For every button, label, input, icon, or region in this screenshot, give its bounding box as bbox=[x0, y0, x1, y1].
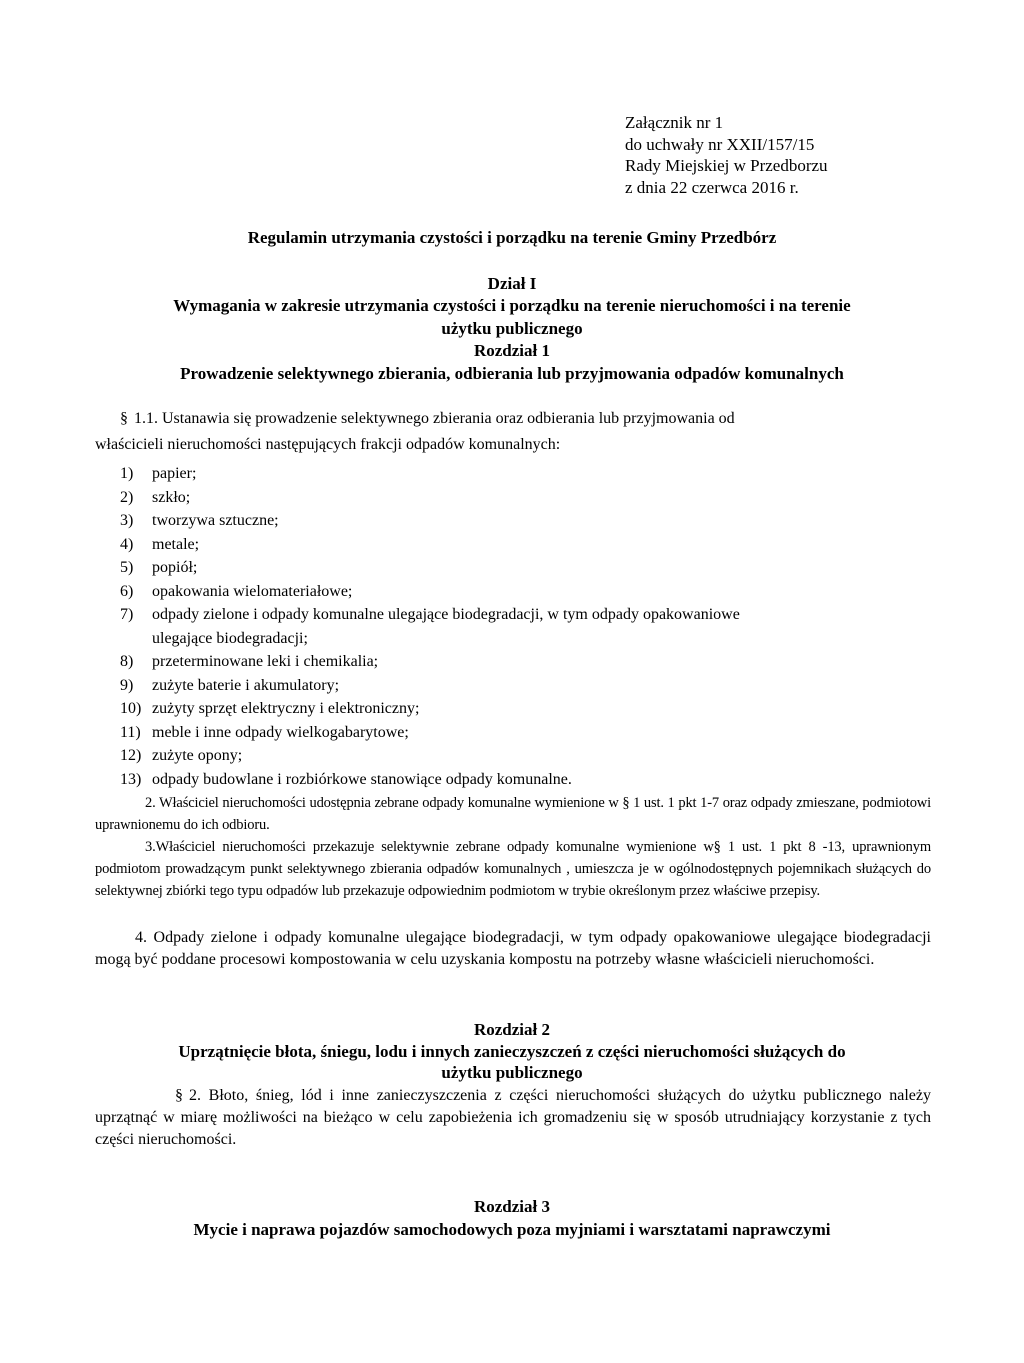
paragraph-2: § 2. Błoto, śnieg, lód i inne zanieczyszczenia z części nieruchomości służących do użytku publicznego należy uprzątnąć w miarę możliwości na bieżąco w celu zapobieżenia ich gromadzeniu się w sposób utrudniający korzystanie z tych części nieruchomości. bbox=[95, 1087, 931, 1148]
list-item: 10) zużyty sprzęt elektryczny i elektroniczny; bbox=[120, 700, 420, 717]
list-item: 13) odpady budowlane i rozbiórkowe stanowiące odpady komunalne. bbox=[120, 770, 572, 788]
list-item: 7) odpady zielone i odpady komunalne ulegające biodegradacji, w tym odpady opakowaniowe bbox=[120, 606, 740, 623]
waste-fractions-list bbox=[120, 462, 740, 791]
document-title: Regulamin utrzymania czystości i porządku na terenie Gminy Przedbórz bbox=[247, 228, 777, 247]
section-sign: § bbox=[120, 410, 128, 427]
dzial-title-line-2: użytku publicznego bbox=[441, 319, 583, 338]
list-item: 4) metale; bbox=[120, 535, 200, 553]
header-line-1: Załącznik nr 1 bbox=[625, 113, 724, 132]
rozdzial-2-label: Rozdział 2 bbox=[473, 1020, 551, 1039]
header-line-4: z dnia 22 czerwca 2016 r. bbox=[625, 177, 799, 197]
paragraph-1-ust-3: 3.Właściciel nieruchomości przekazuje selektywnie zebrane odpady komunalne wymienione w§ 1 ust. 1 pkt 8 -13, uprawnionym podmiotom prowadzącym punkt selektywnego zbierania odpadów komunalnych , umieszcza je w ogólnodostępnych pojemnikach służących do selektywnej zbiórki tego typu odpadów lub przekazuje odpowiednim podmiotom w trybie określonym przez właściwe przepisy. bbox=[95, 839, 931, 899]
rozdzial-3-title: Mycie i naprawa pojazdów samochodowych poza myjniami i warsztatami naprawczymi bbox=[193, 1220, 831, 1239]
rozdzial-1-title: Prowadzenie selektywnego zbierania, odbierania lub przyjmowania odpadów komunalnych bbox=[180, 364, 844, 383]
paragraph-1-ust-2: 2. Właściciel nieruchomości udostępnia zebrane odpady komunalne wymienione w § 1 ust. 1 pkt 1-7 oraz odpady zmieszane, podmiotowi uprawnionemu do ich odbioru. bbox=[95, 795, 931, 833]
dzial-label: Dział I bbox=[487, 274, 537, 293]
header-line-2: do uchwały nr XXII/157/15 bbox=[625, 134, 815, 154]
dzial-title-line-1: Wymagania w zakresie utrzymania czystości i porządku na terenie nieruchomości i na terenie bbox=[173, 296, 851, 315]
rozdzial-2-title-line-2: użytku publicznego bbox=[441, 1063, 583, 1082]
section-sign: § bbox=[175, 1087, 183, 1104]
list-item: 9) zużyte baterie i akumulatory; bbox=[120, 676, 340, 694]
list-item-continuation: ulegające biodegradacji; bbox=[152, 629, 308, 647]
header-line-3: Rady Miejskiej w Przedborzu bbox=[625, 156, 828, 175]
list-item: 6) opakowania wielomateriałowe; bbox=[120, 582, 353, 600]
attachment-header bbox=[625, 112, 828, 198]
rozdzial-2-title-line-1: Uprzątnięcie błota, śniegu, lodu i innych zanieczyszczeń z części nieruchomości służących do bbox=[178, 1042, 846, 1061]
list-item: 3) tworzywa sztuczne; bbox=[120, 512, 279, 529]
list-item: 5) popiół; bbox=[120, 559, 198, 576]
list-item: 2) szkło; bbox=[120, 488, 191, 506]
list-item: 1) papier; bbox=[120, 465, 197, 482]
rozdzial-3-label: Rozdział 3 bbox=[473, 1197, 551, 1216]
list-item: 8) przeterminowane leki i chemikalia; bbox=[120, 653, 379, 670]
paragraph-1-intro-line-1: § 1.1. Ustanawia się prowadzenie selektywnego zbierania oraz odbierania lub przyjmowania od bbox=[120, 410, 735, 427]
rozdzial-1-label: Rozdział 1 bbox=[473, 341, 551, 360]
paragraph-1-intro-line-2: właścicieli nieruchomości następujących frakcji odpadów komunalnych: bbox=[95, 436, 561, 453]
paragraph-1-ust-4: 4. Odpady zielone i odpady komunalne ulegające biodegradacji, w tym odpady opakowaniowe ulegające biodegradacji mogą być poddane procesowi kompostowania w celu uzyskania kompostu na potrzeby własne właścicieli nieruchomości. bbox=[95, 929, 931, 968]
list-item: 12) zużyte opony; bbox=[120, 747, 243, 764]
list-item: 11) meble i inne odpady wielkogabarytowe; bbox=[120, 723, 409, 741]
